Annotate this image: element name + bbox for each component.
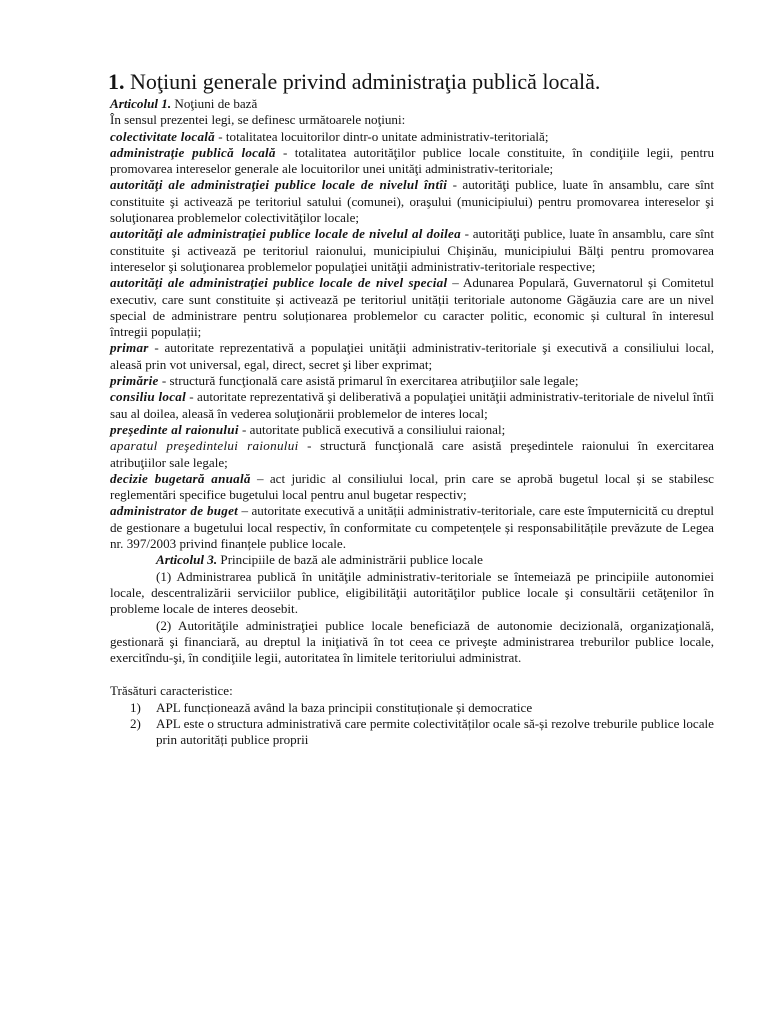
definition-text: - autorităţi publice, luate în ansamblu, care sînt constituite şi activează pe teritoriul satului (comunei), oraşului (municipiului) pentru promovarea intereselor şi soluţionarea problemelor colectivităţilor locale; <box>110 177 714 226</box>
definition-item <box>110 503 714 552</box>
definition-term: autorităţi ale administraţiei publice locale de nivelul al doilea <box>110 226 461 242</box>
definition-item <box>110 422 714 438</box>
definition-term: administraţie publică locală <box>110 144 276 160</box>
definition-term: primar <box>110 340 149 356</box>
definition-item <box>110 177 714 226</box>
definition-term: preşedinte al raionului <box>110 421 239 437</box>
article-1-intro: În sensul prezentei legi, se definesc următoarele noţiuni: <box>110 112 406 128</box>
definition-item <box>110 275 714 340</box>
definition-term: aparatul preşedintelui raionului <box>110 438 299 454</box>
definition-item <box>110 373 714 389</box>
definition-item <box>110 438 714 471</box>
features-title: Trăsături caracteristice: <box>110 683 233 699</box>
features-list <box>110 700 714 749</box>
definition-item <box>110 340 714 373</box>
article-3-heading: Principiile de bază ale administrării publice locale <box>220 552 483 568</box>
definition-term: decizie bugetară anuală <box>110 470 251 486</box>
list-item-number: 2) <box>130 715 141 731</box>
article-3-paragraph-2: (2) Autorităţile administraţiei publice locale beneficiază de autonomie decizională, organizaţională, gestionară şi financiară, au dreptul la iniţiativă în tot ceea ce priveşte administrarea treburilor publice locale, exercitîndu-şi, în condiţiile legii, autoritatea în limitele teritoriului administrat. <box>110 617 714 666</box>
article-3-header <box>110 552 714 568</box>
definition-item <box>110 471 714 504</box>
definition-item <box>110 226 714 275</box>
definition-text: - autoritate publică executivă a consiliului raional; <box>238 421 506 437</box>
definition-text: - totalitatea autorităţilor publice locale constituite, în condiţiile legii, pentru promovarea intereselor generale ale locuitorilor unei unităţi administrativ-teritoriale; <box>110 144 715 177</box>
definition-item <box>110 389 714 422</box>
article-1-heading: Noţiuni de bază <box>174 96 258 111</box>
article-3-paragraph-1: (1) Administrarea publică în unităţile administrativ-teritoriale se întemeiază pe principiile autonomiei locale, descentralizării serviciilor publice, eligibilităţii autorităţilor publice locale şi consultării cetăţenilor în probleme locale de interes deosebit. <box>110 568 714 617</box>
definition-term: administrator de buget <box>110 503 239 519</box>
definition-item <box>110 129 714 145</box>
definition-item <box>110 145 714 178</box>
list-item-text: APL este o structura administrativă care permite colectivităților ocale să-și rezolve treburile publice locale prin autorități publice proprii <box>156 715 714 748</box>
definition-text: – Adunarea Populară, Guvernatorul și Comitetul executiv, care sunt constituite și activează pe teritoriul unității teritoriale autonome Găgăuzia care are un nivel special de administrare pentru soluționarea problemelor cu caracter politic, economic și cultural în interesul întregii populații; <box>110 275 715 340</box>
definition-term: colectivitate locală <box>110 128 215 144</box>
definition-term: autorităţi ale administraţiei publice locale de nivelul întîi <box>110 177 448 193</box>
definition-text: - totalitatea locuitorilor dintr-o unitate administrativ-teritorială; <box>214 128 549 144</box>
definition-text: - structură funcţională care asistă preşedintele raionului în exercitarea atribuţiilor sale legale; <box>110 438 714 470</box>
definition-text: – autoritate executivă a unității administrativ-teritoriale, care este împuternicită cu dreptul de gestionare a bugetului local respectiv, în conformitate cu competențele și responsabilitățile prevăzute de Legea nr. 397/2003 privind finanțele publice locale. <box>110 503 714 552</box>
definition-term: consiliu local <box>110 389 186 405</box>
definition-term: primărie <box>110 373 159 389</box>
list-item-text: APL funcționează având la baza principii constituționale și democratice <box>156 699 533 715</box>
definition-text: – act juridic al consiliului local, prin care se aprobă bugetul local și se stabilesc reglementări specifice bugetului local pentru anul bugetar respectiv; <box>110 470 714 503</box>
definition-text: - autoritate reprezentativă şi deliberativă a populaţiei unităţii administrativ-teritoriale de nivelul întîi sau al doilea, aleasă în vederea soluţionării problemelor de interes local; <box>110 389 715 421</box>
definition-term: autorităţi ale administraţiei publice locale de nivel special <box>110 275 448 291</box>
section-spacer <box>110 666 714 683</box>
list-item <box>110 700 714 716</box>
definition-text: - autoritate reprezentativă a populaţiei unităţii administrativ-teritoriale şi executivă a consiliului local, aleasă prin vot universal, egal, direct, secret şi liber exprimat; <box>110 340 714 372</box>
title-text: Noţiuni generale privind administraţia publică locală. <box>130 69 601 94</box>
document-page <box>110 68 714 749</box>
article-1-label: Articolul 1. <box>110 96 172 111</box>
list-item <box>110 716 714 749</box>
article-3-label: Articolul 3. <box>156 552 218 568</box>
definition-text: - autorităţi publice, luate în ansamblu, care sînt constituite şi activează pe teritoriul raionului, municipiului Chişinău, municipiului Bălţi pentru promovarea intereselor şi soluţionarea problemelor populaţiei unităţii administrativ-teritoriale respective; <box>110 226 714 274</box>
document-title <box>108 68 714 96</box>
article-1-header <box>110 96 714 112</box>
definitions-list <box>110 129 714 553</box>
title-number: 1. <box>108 69 125 94</box>
list-item-number: 1) <box>130 699 141 715</box>
definition-text: - structură funcţională care asistă primarul în exercitarea atribuţiilor sale legale; <box>158 373 579 389</box>
